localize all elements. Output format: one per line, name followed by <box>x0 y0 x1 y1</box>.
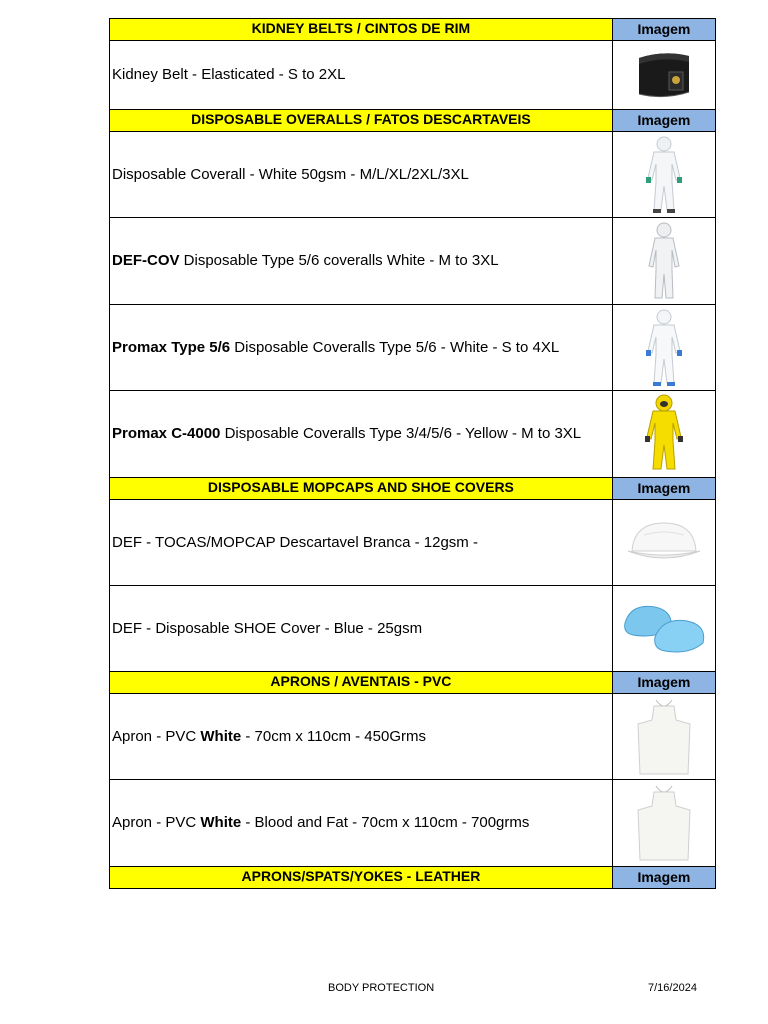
table-row <box>110 780 716 867</box>
product-code: Promax C-4000 <box>112 425 221 442</box>
image-column-header: Imagem <box>612 672 715 694</box>
table-row <box>110 41 716 110</box>
product-description: Promax C-4000 Disposable Coveralls Type 3/4/5/6 - Yellow - M to 3XL <box>110 391 613 478</box>
table-row <box>110 305 716 391</box>
table-row <box>110 391 716 478</box>
product-image-cell <box>612 218 715 305</box>
table-row <box>110 218 716 305</box>
product-description: Disposable Coverall - White 50gsm - M/L/XL/2XL/3XL <box>110 132 613 218</box>
product-image-cell <box>612 500 715 586</box>
image-column-header: Imagem <box>612 110 715 132</box>
product-description: Apron - PVC White - 70cm x 110cm - 450Grms <box>110 694 613 780</box>
product-image-cell <box>612 41 715 110</box>
yellow-coverall-image <box>642 393 686 475</box>
section-title: DISPOSABLE MOPCAPS AND SHOE COVERS <box>110 478 613 500</box>
table-row <box>110 500 716 586</box>
section-title: APRONS/SPATS/YOKES - LEATHER <box>110 867 613 889</box>
section-header <box>110 478 716 500</box>
product-color: White <box>200 727 242 745</box>
product-image-cell <box>612 694 715 780</box>
section-header <box>110 110 716 132</box>
product-code: Promax Type 5/6 <box>112 338 231 356</box>
white-coverall-image <box>642 134 686 216</box>
apron-image <box>634 698 694 776</box>
mopcap-image <box>624 515 704 571</box>
product-image-cell <box>612 586 715 672</box>
footer-date: 7/16/2024 <box>648 982 697 994</box>
product-code: DEF-COV <box>112 252 180 269</box>
section-header <box>110 672 716 694</box>
product-description: DEF - TOCAS/MOPCAP Descartavel Branca - 12gsm - <box>110 500 613 586</box>
product-description: Apron - PVC White - Blood and Fat - 70cm x 110cm - 700grms <box>110 780 613 867</box>
product-description: DEF-COV Disposable Type 5/6 coveralls White - M to 3XL <box>110 218 613 305</box>
table-row <box>110 132 716 218</box>
apron-image <box>634 784 694 862</box>
product-image-cell <box>612 391 715 478</box>
shoe-cover-image <box>617 593 711 665</box>
footer-title: BODY PROTECTION <box>328 982 435 994</box>
image-column-header: Imagem <box>612 19 715 41</box>
section-title: APRONS / AVENTAIS - PVC <box>110 672 613 694</box>
product-color: White <box>200 814 242 831</box>
table-row <box>110 694 716 780</box>
image-column-header: Imagem <box>612 867 715 889</box>
product-image-cell <box>612 780 715 867</box>
section-header <box>110 867 716 889</box>
section-header <box>110 19 716 41</box>
product-image-cell <box>612 305 715 391</box>
product-table <box>109 18 716 889</box>
kidney-belt-image <box>633 46 695 104</box>
product-description: DEF - Disposable SHOE Cover - Blue - 25gsm <box>110 586 613 672</box>
section-title: KIDNEY BELTS / CINTOS DE RIM <box>110 19 613 41</box>
image-column-header: Imagem <box>612 478 715 500</box>
white-coverall-image <box>644 220 684 302</box>
section-title: DISPOSABLE OVERALLS / FATOS DESCARTAVEIS <box>110 110 613 132</box>
product-description: Promax Type 5/6 Disposable Coveralls Type 5/6 - White - S to 4XL <box>110 305 613 391</box>
table-row <box>110 586 716 672</box>
product-image-cell <box>612 132 715 218</box>
product-description: Kidney Belt - Elasticated - S to 2XL <box>110 41 613 110</box>
white-coverall-image <box>642 307 686 389</box>
